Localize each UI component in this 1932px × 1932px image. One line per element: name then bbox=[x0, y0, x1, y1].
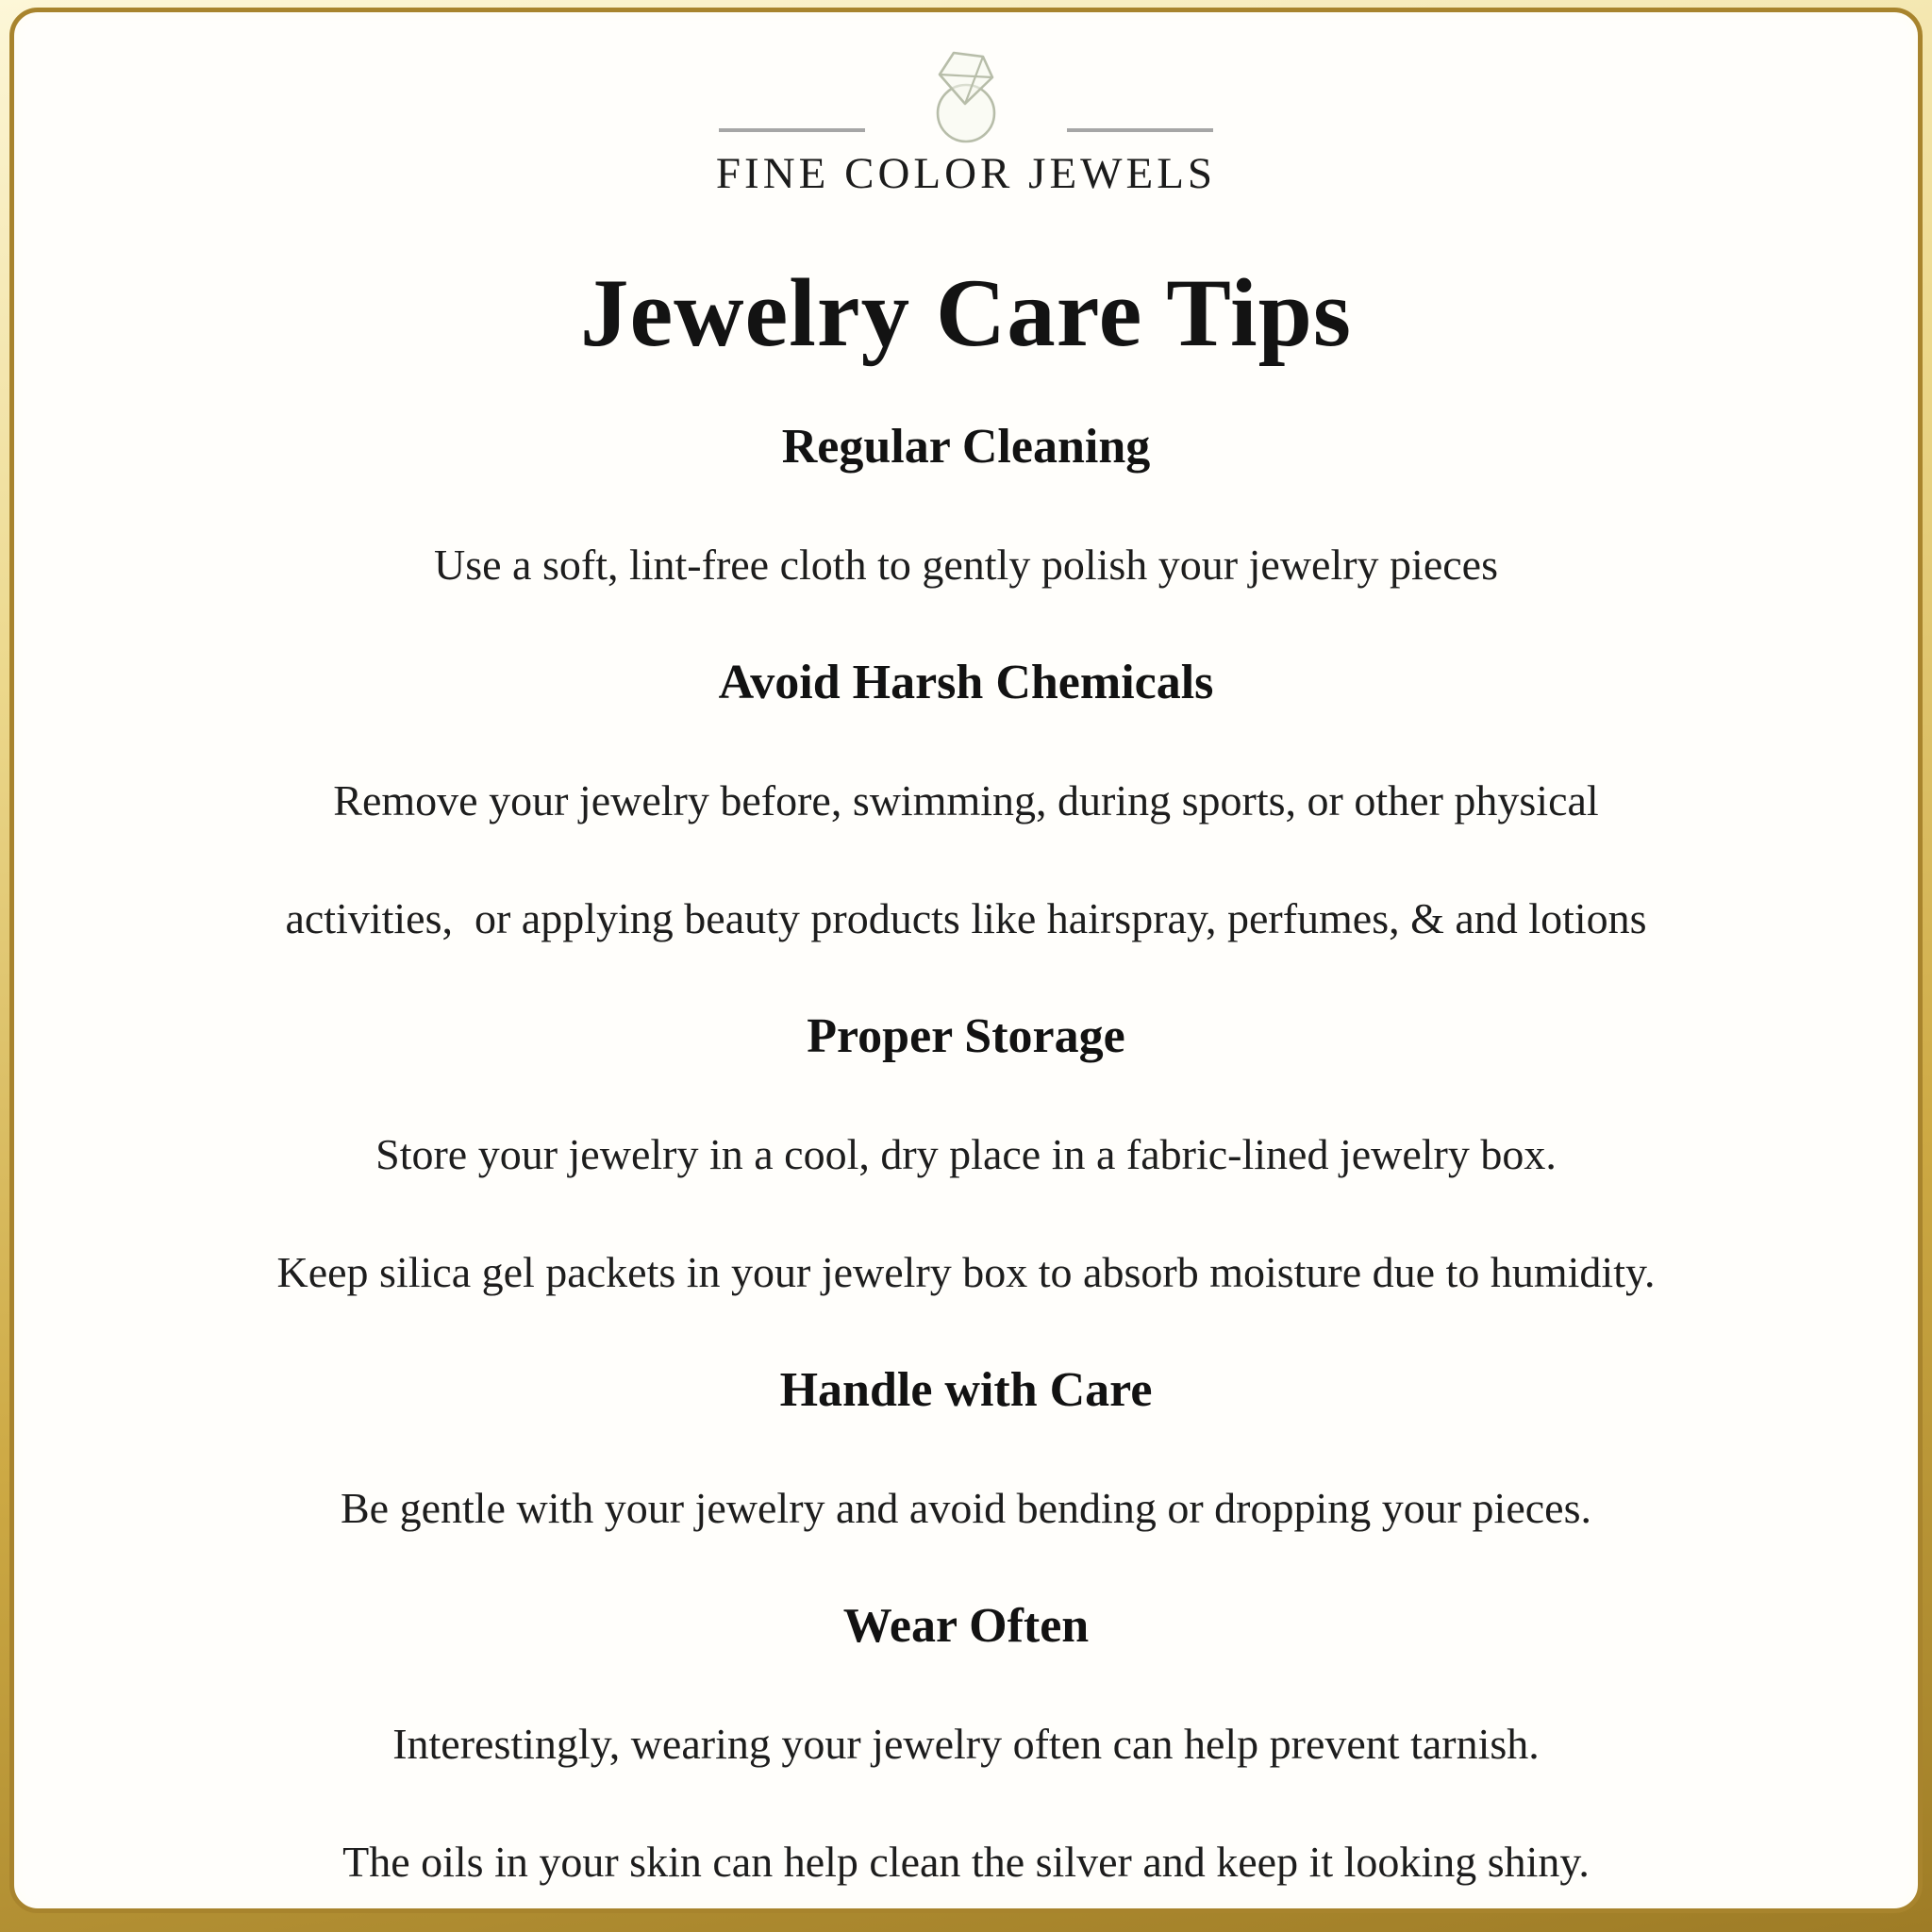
section-heading: Regular Cleaning bbox=[781, 420, 1151, 474]
section-line: activities, or applying beauty products like hairspray, perfumes, & and lotions bbox=[285, 894, 1647, 942]
section-line: Interestingly, wearing your jewelry often can help prevent tarnish. bbox=[392, 1720, 1540, 1768]
page-title: Jewelry Care Tips bbox=[579, 259, 1353, 367]
section-heading: Wear Often bbox=[842, 1599, 1090, 1653]
logo-row bbox=[61, 45, 1871, 143]
section-line: Store your jewelry in a cool, dry place in a fabric-lined jewelry box. bbox=[375, 1130, 1557, 1178]
section-heading: Handle with Care bbox=[779, 1363, 1153, 1417]
section-line: The oils in your skin can help clean the silver and keep it looking shiny. bbox=[342, 1838, 1590, 1886]
section-heading: Avoid Harsh Chemicals bbox=[718, 656, 1214, 709]
logo-divider-left bbox=[719, 128, 865, 132]
poster-content bbox=[61, 25, 1871, 1921]
brand-name: FINE COLOR JEWELS bbox=[715, 149, 1217, 198]
gold-frame-card bbox=[9, 8, 1923, 1913]
section-avoid-harsh-chemicals bbox=[61, 624, 1871, 977]
diamond-ring-icon bbox=[929, 45, 1003, 143]
section-regular-cleaning bbox=[61, 388, 1871, 624]
section-proper-storage bbox=[61, 977, 1871, 1331]
section-handle-with-care bbox=[61, 1331, 1871, 1567]
section-heading: Proper Storage bbox=[807, 1009, 1125, 1063]
section-line: Keep silica gel packets in your jewelry box to absorb moisture due to humidity. bbox=[276, 1248, 1656, 1296]
logo-divider-right bbox=[1067, 128, 1213, 132]
section-line: Be gentle with your jewelry and avoid bending or dropping your pieces. bbox=[340, 1484, 1591, 1532]
section-line: Remove your jewelry before, swimming, during sports, or other physical bbox=[333, 776, 1599, 824]
section-line: Use a soft, lint-free cloth to gently polish your jewelry pieces bbox=[434, 541, 1498, 589]
section-wear-often bbox=[61, 1567, 1871, 1921]
